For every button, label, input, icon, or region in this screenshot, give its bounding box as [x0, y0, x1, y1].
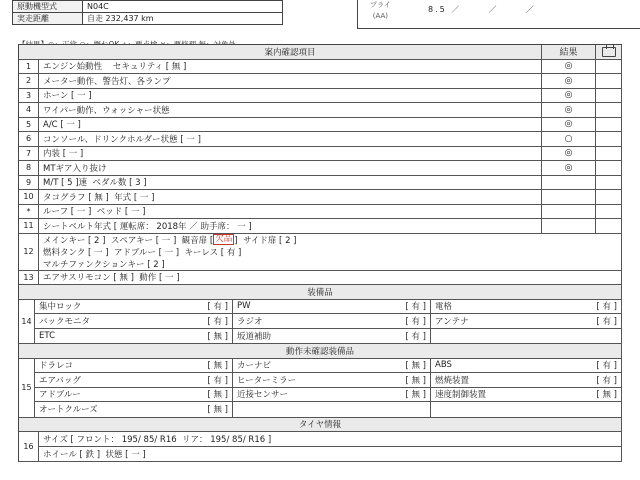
item-result: ◎	[542, 147, 596, 161]
inspection-form	[18, 44, 622, 462]
ply-label-bottom: (AA)	[372, 12, 389, 20]
equipment-cell	[233, 373, 431, 387]
equipment-value: [ 無 ]	[596, 390, 617, 401]
item-text: ルーフ [ 一 ] ベッド [ 一 ]	[39, 205, 542, 219]
equipment-label: 集中ロック	[39, 302, 82, 313]
item-extra	[596, 74, 622, 88]
equipment-cell	[431, 373, 621, 387]
equipment-cell	[35, 388, 233, 402]
item-extra	[596, 176, 622, 190]
item-result: ◎	[542, 118, 596, 132]
item-extra	[596, 132, 622, 146]
tire-size-line: サイズ [ フロント： 195/ 85/ R16 リア： 195/ 85/ R16 ]	[39, 432, 621, 447]
wheel-line: ホイール [ 鉄 ] 状態 [ 一 ]	[43, 449, 146, 460]
inspection-items	[19, 60, 622, 234]
equipment-label: 近接センサー	[237, 390, 289, 401]
equipment-value: [ 有 ]	[596, 302, 617, 313]
equipment-cell	[35, 373, 233, 387]
tire-group	[19, 432, 622, 462]
inspection-item-row	[19, 103, 622, 118]
equipment-cell	[233, 329, 431, 344]
equipment-value: [ 無 ]	[207, 361, 228, 372]
equipment-label: ラジオ	[237, 316, 263, 327]
item-number: 3	[19, 89, 39, 103]
equipment-label: 燃焼装置	[435, 375, 470, 386]
equipment-value: [ 無 ]	[207, 390, 228, 401]
equipment-cell	[431, 329, 621, 344]
item-extra	[596, 103, 622, 117]
item-extra	[596, 89, 622, 103]
equipment-label: バックモニタ	[39, 316, 91, 327]
equipment-row	[35, 373, 621, 388]
equipment-cell	[35, 314, 233, 328]
item-extra	[596, 147, 622, 161]
item-number: *	[19, 205, 39, 219]
inspection-item-row	[19, 89, 622, 104]
item-text: シートベルト年式 [ 運転席： 2018年 ／ 助手席： 一 ]	[39, 219, 542, 233]
equipment-value: [ 無 ]	[405, 390, 426, 401]
item-result	[542, 205, 596, 219]
keys-line-text-end: ] サイド扉 [ 2 ]	[234, 235, 297, 246]
equipment-value: [ 無 ]	[207, 405, 228, 416]
clipboard-icon-cell	[596, 45, 622, 59]
item-extra	[596, 60, 622, 74]
item-text: ホーン [ 一 ]	[39, 89, 542, 103]
tire-depth-box	[357, 0, 640, 29]
engine-model-value: N04C	[83, 1, 283, 13]
item-result: ◎	[542, 161, 596, 175]
equipment-label: 坂道補助	[237, 331, 272, 342]
item-result: ◎	[542, 89, 596, 103]
equipment-value: [ 無 ]	[207, 331, 228, 342]
equipment-cell	[431, 314, 621, 328]
equipment-row	[35, 329, 621, 344]
item-extra	[596, 190, 622, 204]
engine-model-row	[13, 1, 283, 13]
item-number: 15	[19, 359, 35, 417]
item-result: ◎	[542, 74, 596, 88]
inspection-item-row	[19, 147, 622, 162]
equipment-value: [ 有 ]	[405, 316, 426, 327]
item-result: ◎	[542, 60, 596, 74]
keys-line	[39, 234, 621, 246]
equipment-cell	[233, 359, 431, 373]
ply-label-top: プライ	[370, 1, 391, 9]
item-number: 14	[19, 300, 35, 344]
item-12-body	[39, 234, 622, 270]
equipment-row	[35, 314, 621, 329]
mileage-value: 自走 232,437 km	[83, 13, 283, 25]
item-text: 内装 [ 一 ]	[39, 147, 542, 161]
equipment-label: PW	[237, 301, 251, 312]
equipment-cell	[35, 359, 233, 373]
item-number: 13	[19, 271, 39, 285]
item-text: メーター動作、警告灯、各ランプ	[39, 74, 542, 88]
inspection-item-row	[19, 74, 622, 89]
equipment-value: [ 有 ]	[596, 361, 617, 372]
equipment-value: [ 無 ]	[405, 375, 426, 386]
tire-body	[39, 432, 622, 461]
equipment-label: 電格	[435, 302, 453, 313]
item-extra	[596, 205, 622, 219]
equipment-cell	[431, 300, 621, 314]
item-number: 10	[19, 190, 39, 204]
equipment-value: [ 無 ]	[405, 361, 426, 372]
item-number: 5	[19, 118, 39, 132]
equipment-grid	[35, 300, 622, 344]
inspection-item-row	[19, 118, 622, 133]
item-number: 8	[19, 161, 39, 175]
equipment-value: [ 有 ]	[405, 302, 426, 313]
clipboard-icon	[602, 47, 616, 57]
equipment-value: [ 有 ]	[207, 302, 228, 313]
equipment-label: ABS	[435, 360, 452, 371]
equipment-cell	[35, 402, 233, 417]
inspection-item-row	[19, 161, 622, 176]
form-title: 案内確認項目	[39, 45, 542, 59]
equipment-row	[35, 402, 621, 417]
equipment-label: アンテナ	[435, 316, 469, 327]
inspection-item-row	[19, 60, 622, 75]
equipment-value: [ 有 ]	[596, 316, 617, 327]
item-number: 1	[19, 60, 39, 74]
item-text: コンソール、ドリンクホルダー状態 [ 一 ]	[39, 132, 542, 146]
item-13-row	[19, 271, 622, 286]
equipment-section-title: 装備品	[19, 285, 622, 300]
item-result	[542, 176, 596, 190]
item-result: ○	[542, 132, 596, 146]
equipment-cell	[233, 388, 431, 402]
item-result: ◎	[542, 103, 596, 117]
equipment-group	[19, 300, 622, 345]
equipment-row	[35, 300, 621, 315]
result-header: 結果	[542, 45, 596, 59]
equipment-value: [ 有 ]	[207, 316, 228, 327]
item-number: 7	[19, 147, 39, 161]
item-number: 12	[19, 234, 39, 270]
item-result	[542, 190, 596, 204]
equipment-cell	[431, 402, 621, 417]
equipment-value: [ 有 ]	[405, 331, 426, 342]
item-number: 4	[19, 103, 39, 117]
equipment-cell	[233, 300, 431, 314]
equipment-cell	[431, 388, 621, 402]
vehicle-info-table	[12, 0, 283, 25]
equipment-label: アドブルー	[39, 390, 81, 401]
item-text: ワイパー動作、ウォッシャー状態	[39, 103, 542, 117]
equipment-row	[35, 359, 621, 374]
ply-label	[370, 0, 391, 22]
equipment-label: オートクルーズ	[39, 405, 98, 416]
equipment-label: 速度制御装置	[435, 390, 487, 401]
equipment-value: [ 有 ]	[207, 375, 228, 386]
tire-section-title: タイヤ情報	[19, 418, 622, 433]
unverified-section-title: 動作未確認装備品	[19, 344, 622, 359]
item-number: 9	[19, 176, 39, 190]
item-12-keys	[19, 234, 622, 271]
equipment-row	[35, 388, 621, 403]
item-number: 2	[19, 74, 39, 88]
inspection-item-row	[19, 205, 622, 220]
equipment-label: カーナビ	[237, 361, 272, 372]
mileage-row	[13, 13, 283, 25]
ply-values: 8.5 ／ ／ ／	[428, 5, 536, 14]
item-result	[542, 219, 596, 233]
inspection-item-row	[19, 190, 622, 205]
equipment-label: ドラレコ	[39, 361, 74, 372]
equipment-cell	[35, 300, 233, 314]
item-text: エンジン始動性 セキュリティ [ 無 ]	[39, 60, 542, 74]
equipment-cell	[431, 359, 621, 373]
item-text: M/T [ 5 ]速 ペダル数 [ 3 ]	[39, 176, 542, 190]
item-extra	[596, 219, 622, 233]
item-text: A/C [ 一 ]	[39, 118, 542, 132]
form-header-row	[19, 45, 622, 60]
item-extra	[596, 161, 622, 175]
item-text: タコグラフ [ 無 ] 年式 [ 一 ]	[39, 190, 542, 204]
missing-badge: 欠品	[215, 234, 233, 244]
equipment-cell	[233, 402, 431, 417]
item-number: 11	[19, 219, 39, 233]
header-block	[0, 0, 640, 38]
equipment-cell	[233, 314, 431, 328]
inspection-item-row	[19, 176, 622, 191]
engine-model-label: 原動機型式	[13, 1, 83, 13]
item-number: 6	[19, 132, 39, 146]
multifunction-key-line: マルチファンクションキー [ 2 ]	[43, 259, 165, 270]
item-text: エアサスリモコン [ 無 ] 動作 [ 一 ]	[39, 271, 622, 285]
inspection-item-row	[19, 132, 622, 147]
equipment-value: [ 有 ]	[596, 375, 617, 386]
equipment-cell	[35, 329, 233, 344]
inspection-item-row	[19, 219, 622, 234]
unverified-group	[19, 359, 622, 418]
equipment-label: ETC	[39, 330, 55, 341]
keys-line-text: メインキー [ 2 ] スペアキー [ 一 ] 観音扉 [	[43, 235, 214, 246]
equipment-label: ヒーターミラー	[237, 375, 297, 386]
item-text: MTギア入り抜け	[39, 161, 542, 175]
unverified-grid	[35, 359, 622, 417]
mileage-label: 実走距離	[13, 13, 83, 25]
equipment-label: エアバッグ	[39, 375, 81, 386]
item-number: 16	[19, 432, 39, 461]
fuel-line: 燃料タンク [ 一 ] アドブルー [ 一 ] キーレス [ 有 ]	[43, 247, 242, 258]
item-extra	[596, 118, 622, 132]
